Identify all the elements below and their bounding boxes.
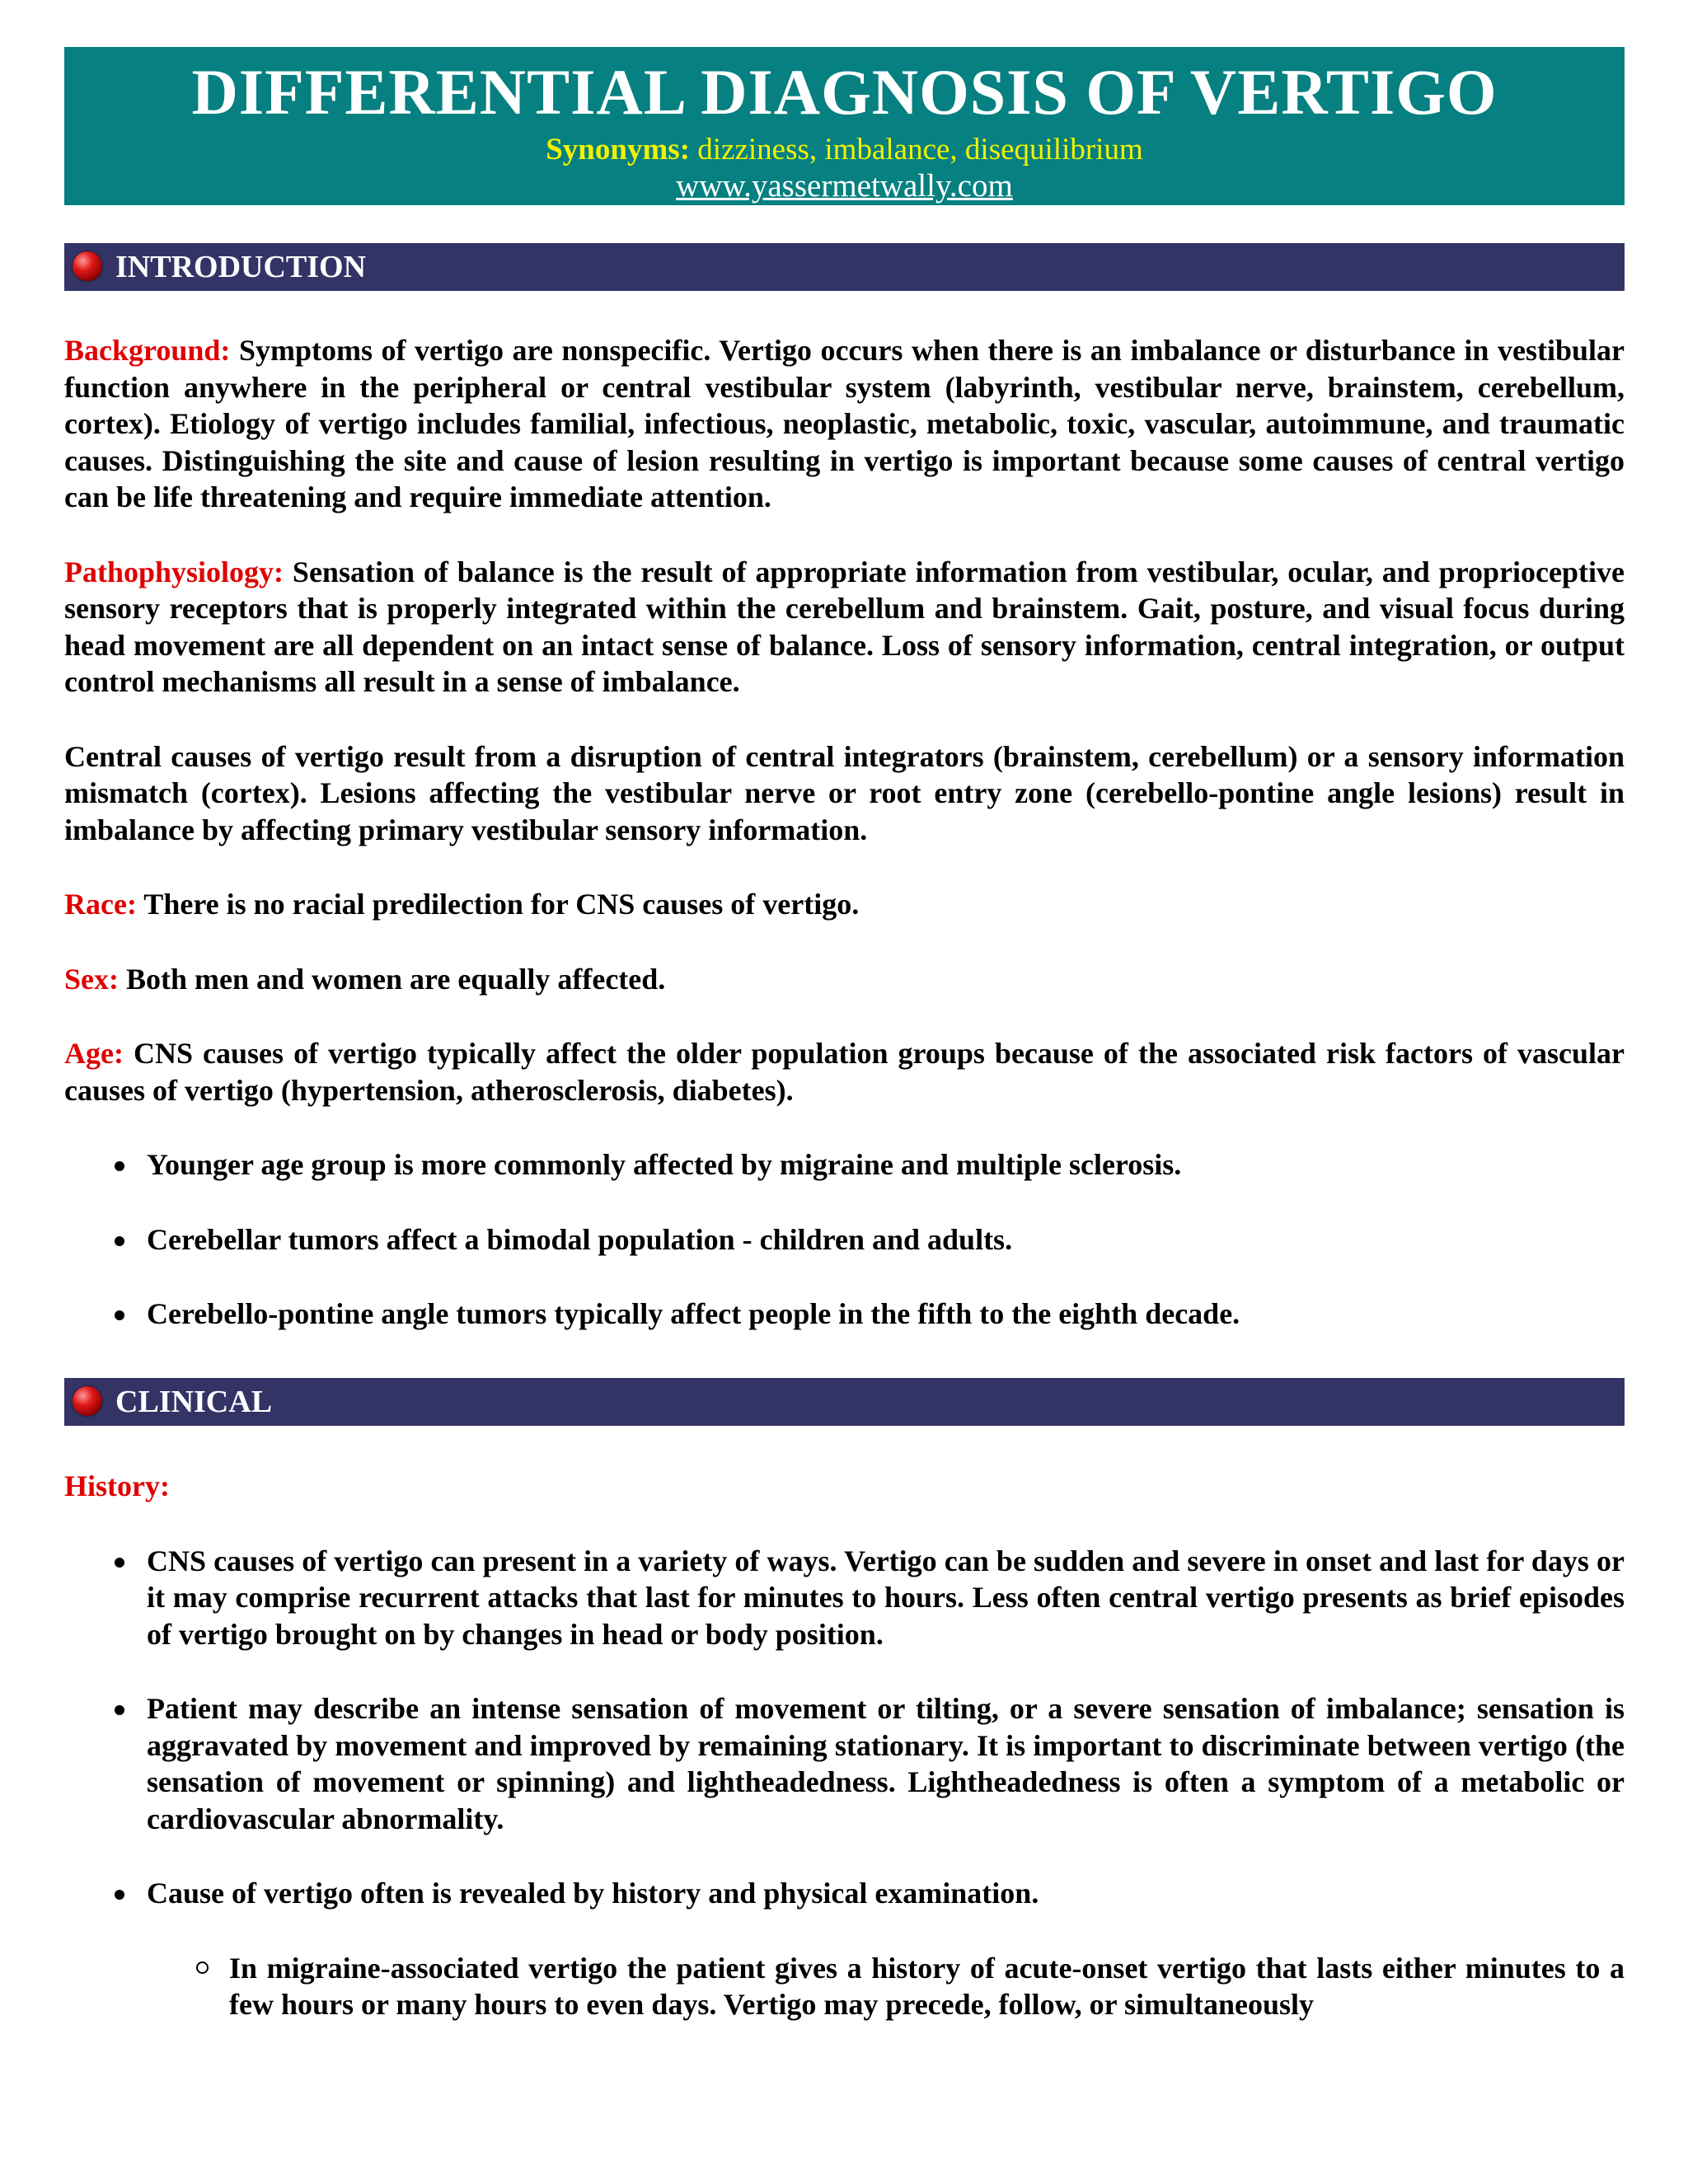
pathophysiology-label: Pathophysiology: bbox=[64, 555, 284, 588]
history-heading: History: bbox=[64, 1469, 170, 1502]
age-label: Age: bbox=[64, 1037, 124, 1070]
introduction-content bbox=[64, 332, 1625, 1371]
list-item: Cerebellar tumors affect a bimodal population - children and adults. bbox=[64, 1221, 1625, 1258]
bullet-dot-icon bbox=[115, 1890, 124, 1900]
synonyms-line bbox=[64, 133, 1625, 167]
section-header-clinical bbox=[64, 1378, 1625, 1426]
clinical-content bbox=[64, 1468, 1625, 2023]
section-title: INTRODUCTION bbox=[115, 250, 367, 284]
pathophysiology-text: Sensation of balance is the result of appropriate information from vestibular, ocular, and proprioceptive sensory receptors that is properly integrated within the cerebellum and brainstem. Gait, posture, and visual focus during head movement are all dependent on an intact sense of balance. Loss of sensory information, central integration, or output control mechanisms all result in a sense of imbalance. bbox=[64, 555, 1625, 698]
section-header-introduction bbox=[64, 243, 1625, 291]
race-label: Race: bbox=[64, 888, 137, 921]
race-paragraph bbox=[64, 886, 1625, 923]
background-label: Background: bbox=[64, 334, 231, 367]
bullet-dot-icon bbox=[115, 1310, 124, 1320]
red-ball-bullet-icon bbox=[73, 251, 102, 281]
age-paragraph bbox=[64, 1035, 1625, 1108]
sex-paragraph bbox=[64, 961, 1625, 998]
document-title: DIFFERENTIAL DIAGNOSIS OF VERTIGO bbox=[191, 56, 1498, 128]
bullet-circle-icon bbox=[196, 1961, 209, 1974]
history-bullet-list bbox=[64, 1543, 1625, 1912]
synonyms-text: dizziness, imbalance, disequilibrium bbox=[690, 133, 1143, 166]
age-bullet-list bbox=[64, 1146, 1625, 1333]
red-ball-bullet-icon bbox=[73, 1386, 102, 1416]
race-text: There is no racial predilection for CNS causes of vertigo. bbox=[136, 888, 860, 921]
list-item: In migraine-associated vertigo the patient gives a history of acute-onset vertigo that lasts either minutes to a few hours or many hours to even days. Vertigo may precede, follow, or simultaneously bbox=[64, 1950, 1625, 2023]
central-causes-paragraph: Central causes of vertigo result from a disruption of central integrators (brainstem, cerebellum) or a sensory information mismatch (cortex). Lesions affecting the vestibular nerve or root entry zone (cerebello-pontine angle lesions) result in imbalance by affecting primary vestibular sensory information. bbox=[64, 739, 1625, 846]
sex-label: Sex: bbox=[64, 962, 119, 996]
list-item: Patient may describe an intense sensation of movement or tilting, or a severe sensation of imbalance; sensation is aggravated by movement and improved by remaining stationary. It is important to discriminate between vertigo (the sensation of movement or spinning) and lightheadedness. Lightheadedness is often a symptom of a metabolic or cardiovascular abnormality. bbox=[64, 1690, 1625, 1837]
bullet-dot-icon bbox=[115, 1161, 124, 1171]
list-item: Cause of vertigo often is revealed by history and physical examination. bbox=[64, 1875, 1625, 1912]
background-paragraph bbox=[64, 332, 1625, 516]
list-item: Cerebello-pontine angle tumors typically affect people in the fifth to the eighth decade. bbox=[64, 1296, 1625, 1333]
title-banner bbox=[64, 47, 1625, 205]
bullet-dot-icon bbox=[115, 1705, 124, 1715]
history-sub-bullet-list bbox=[64, 1950, 1625, 2023]
section-title: CLINICAL bbox=[115, 1385, 273, 1419]
synonyms-label: Synonyms: bbox=[546, 133, 691, 166]
list-item: CNS causes of vertigo can present in a variety of ways. Vertigo can be sudden and severe in onset and last for days or it may comprise recurrent attacks that last for minutes to hours. Less often central vertigo presents as brief episodes of vertigo brought on by changes in head or body position. bbox=[64, 1543, 1625, 1653]
bullet-dot-icon bbox=[115, 1236, 124, 1246]
age-text: CNS causes of vertigo typically affect the older population groups because of the associated risk factors of vascular causes of vertigo (hypertension, atherosclerosis, diabetes). bbox=[64, 1037, 1625, 1107]
pathophysiology-paragraph bbox=[64, 554, 1625, 701]
website-link[interactable]: www.yassermetwally.com bbox=[676, 168, 1013, 204]
background-text: Symptoms of vertigo are nonspecific. Vertigo occurs when there is an imbalance or disturbance in vestibular function anywhere in the peripheral or central vestibular system (labyrinth, vestibular nerve, brainstem, cerebellum, cortex). Etiology of vertigo includes familial, infectious, neoplastic, metabolic, toxic, vascular, autoimmune, and traumatic causes. Distinguishing the site and cause of lesion resulting in vertigo is important because some causes of central vertigo can be life threatening and require immediate attention. bbox=[64, 334, 1625, 513]
list-item: Younger age group is more commonly affected by migraine and multiple sclerosis. bbox=[64, 1146, 1625, 1183]
sex-text: Both men and women are equally affected. bbox=[119, 962, 666, 996]
bullet-dot-icon bbox=[115, 1558, 124, 1568]
